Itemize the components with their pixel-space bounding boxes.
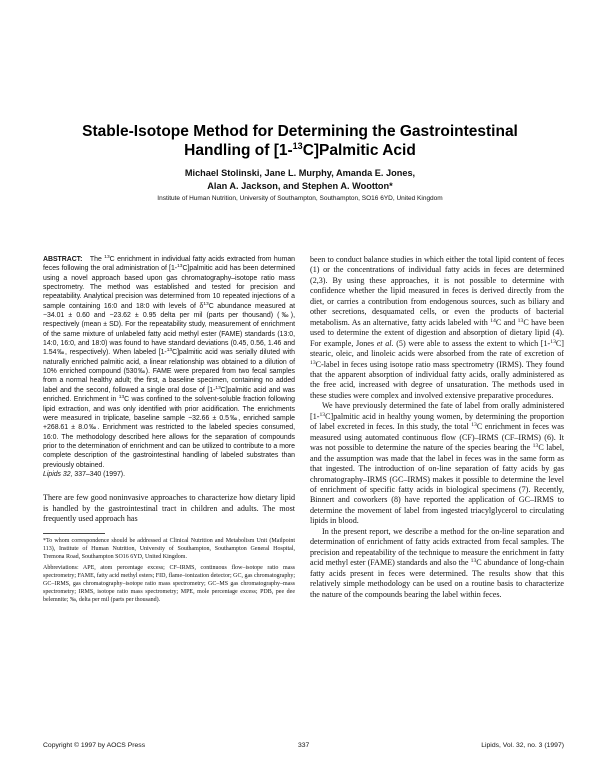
title-block	[30, 122, 570, 203]
page-footer	[43, 741, 564, 751]
paragraph-3: In the present report, we describe a method for the on-line separation and determination of enrichment of fatty acids extracted from fecal samples. The precision and repeatability of the technique to measure the enrichment in fatty acid methyl ester (FAME) standards and also the $^{13}$C abundance of long-chain fatty acids present in feces were determined. The results show that this relatively simple methodology can be used on a routine basis to characterize the nature of the compounds bearing the label within feces.	[310, 526, 564, 599]
citation: Lipids 32, 337–340 (1997).	[43, 470, 125, 478]
correspondence-footnote: *To whom correspondence should be addressed at Clinical Nutrition and Metabolism Unit (Mailpoint 113), Institute of Human Nutrition, University of Southampton, Southampton General Hospital, Tremona Road, Southampton SO16 6YD, United Kingdom.	[43, 537, 295, 560]
paragraph-2: We have previously determined the fate of label from orally administered [1-$^{13}$C]palmitic acid in healthy young women, by determining the proportion of label excreted in feces. In this study, the total $^{13}$C enrichment in feces was measured using automated continuous flow (CF)–IRMS (CF–IRMS) (6). It was not possible to determine the nature of the species bearing the $^{13}$C label, and the assumption was made that the label in feces was in the same form as that ingested. The introduction of on-line separation of fatty acids by gas chromatography–IRMS (GC–IRMS) makes it possible to determine the level of enrichment of specific fatty acids in biological specimens (7). Recently, Binnert and coworkers (8) have reported the application of GC–IRMS to determine the movement of label from ingested triacylglycerol to circulating lipids in blood.	[310, 401, 564, 526]
abstract: ABSTRACT: The $^{13}$C enrichment in individual fatty acids extracted from human feces following the oral administration of [1-$^{13}$C]palmitic acid has been determined using a novel approach based upon gas chromatography–isotope ratio mass spectrometry. The method was established and tested for precision and repeatability. Analytical precision was determined from 10 repeated injections of a sample containing 16:0 and 18:0 with levels of $\delta^{13}C$ abundance measured at −34.01 ± 0.60 and −23.62 ± 0.95 delta per mil (parts per thousand) (‰), respectively (mean ± SD). For the repeatability study, measurement of enrichment of the same mixture of unlabeled fatty acid methyl ester (FAME) standards (13:0, 14:0, 16:0, and 18:0) was found to have standard deviations (0.45, 0.56, 1.46 and 1.54‰, respectively). When labeled [1-$^{13}$C]palmitic acid was serially diluted with naturally enriched palmitic acid, a linear relationship was obtained to a dilution of 10% enriched compound (530‰). FAME were prepared from two fecal samples from a normal healthy adult; the first, a baseline specimen, containing no added label and the second, followed a single oral dose of [1-$^{13}$C]palmitic acid and was enriched. Enrichment in $^{13}$C was confined to the solvent-soluble fraction following lipid extraction, and was only identified with prior acidification. The enrichments were measured in triplicate, baseline sample −32.66 ± 0.5‰, enriched sample +268.61 ± 8.0‰. Enrichment was restricted to the labeled species consumed, 16:0. The methodology described here allows for the separation of compounds prior to the determination of enrichment and can be utilized to contribute to a more complete description of the gastrointestinal handling of labeled substrates than previously obtained.	[43, 255, 296, 469]
intro-paragraph: There are few good noninvasive approaches to characterize how dietary lipid is handled by the gastrointestinal tract in children and adults. The most frequently used approach has	[43, 493, 295, 524]
paragraph-1: been to conduct balance studies in which either the total lipid content of feces (1) or the concentrations of individual fatty acids in feces are determined (2,3). By using these approaches, it is not possible to determine with confidence whether the lipid measured in feces is derived directly from the diet, or carries a contribution from endogenous sources, such as biliary and other secretions, desquamated cells, or even the products of bacterial metabolism. As an alternative, fatty acids labeled with $^{14}$C and $^{13}$C have been used to determine the extent of digestion and absorption of dietary lipid (4). For example, Jones et al. (5) were able to assess the extent to which [1-$^{13}$C] stearic, oleic, and linoleic acids were absorbed from the rate of excretion of $^{13}$C-label in feces using isotope ratio mass spectrometry (IRMS). They found that the apparent absorption of individual fatty acids, orally administered as the free acid, increased with degree of unsaturation. The methods used in these studies were complex and involved extensive preparative procedures.	[310, 255, 564, 400]
footnote-divider	[43, 533, 105, 534]
title-line-1: Stable-Isotope Method for Determining the Gastrointestinal	[82, 123, 518, 140]
left-column	[43, 255, 295, 604]
article-title: Stable-Isotope Method for Determining the Gastrointestinal Handling of [1-$^{13}$C]Palmitic Acid	[82, 123, 518, 159]
journal-reference: Lipids, Vol. 32, no. 3 (1997)	[481, 742, 564, 749]
right-column	[310, 255, 564, 600]
affiliation: Institute of Human Nutrition, University of Southampton, Southampton, SO16 6YD, United Kingdom	[157, 195, 443, 202]
page-number: 337	[298, 742, 310, 749]
abbreviations-footnote: Abbreviations: APE, atom percentage excess; CF–IRMS, continuous flow–isotope ratio mass spectrometry; FAME, fatty acid methyl esters; FID, flame–ionization detector; GC, gas chromatography; GC–IRMS, gas chromatography–isotope ratio mass spectrometry; GC–MS gas chromatography–mass spectrometry; IRMS, isotope ratio mass spectrometry; MPE, mole percentage excess; PDB, pee dee belemnite; ‰, delta per mil (parts per thousand).	[43, 564, 295, 603]
copyright: Copyright © 1997 by AOCS Press	[43, 742, 146, 749]
abstract-label: ABSTRACT:	[43, 256, 83, 263]
author-list: Michael Stolinski, Jane L. Murphy, Amanda E. Jones, Alan A. Jackson, and Stephen A. Wootton*	[184, 168, 416, 191]
